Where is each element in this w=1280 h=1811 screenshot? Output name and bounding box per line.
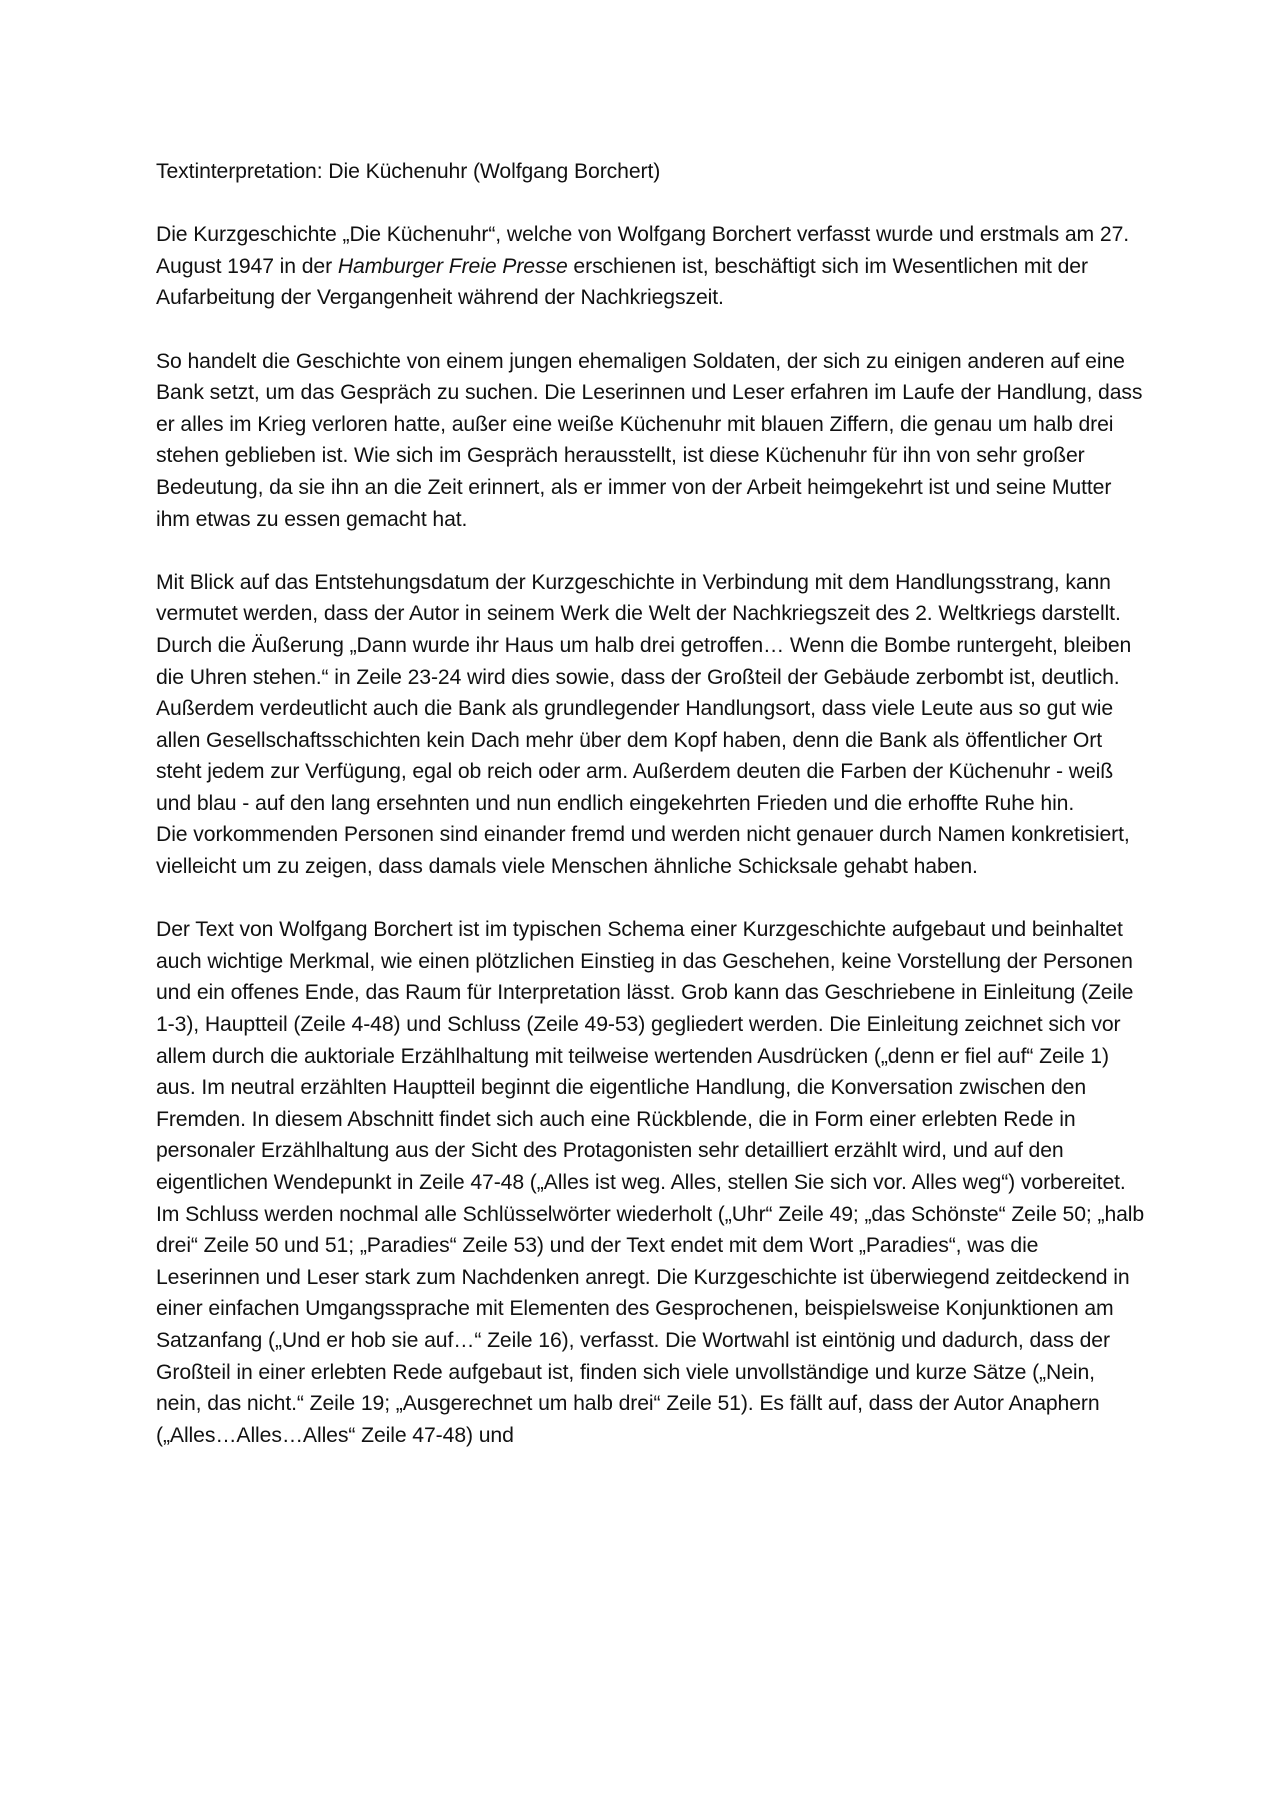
context-paragraph: Mit Blick auf das Entstehungsdatum der Kurzgeschichte in Verbindung mit dem Handlungsstrang, kann vermutet werden, dass der Autor in seinem Werk die Welt der Nachkriegszeit des 2. Weltkriegs darstellt. Durch die Äußerung „Dann wurde ihr Haus um halb drei getroffen… Wenn die Bombe runtergeht, bleiben die Uhren stehen.“ in Zeile 23-24 wird dies sowie, dass der Großteil der Gebäude zerbombt ist, deutlich. Außerdem verdeutlicht auch die Bank als grundlegender Handlungsort, dass viele Leute aus so gut wie allen Gesellschaftsschichten kein Dach mehr über dem Kopf haben, denn die Bank als öffentlicher Ort steht jedem zur Verfügung, egal ob reich oder arm. Außerdem deuten die Farben der Küchenuhr - weiß und blau - auf den lang ersehnten und nun endlich eingekehrten Frieden und die erhoffte Ruhe hin. bbox=[156, 570, 1132, 815]
document-title: Textinterpretation: Die Küchenuhr (Wolfgang Borchert) bbox=[156, 160, 661, 183]
characters-paragraph: Die vorkommenden Personen sind einander fremd und werden nicht genauer durch Namen konkretisiert, vielleicht um zu zeigen, dass damals viele Menschen ähnliche Schicksale gehabt haben. bbox=[156, 823, 1130, 879]
intro-text-part1: Die Kurzgeschichte „Die Küchenuhr“, welche von Wolfgang Borchert verfasst wurde und erstmals am 27. August 1947 in der bbox=[156, 223, 1130, 278]
plot-paragraph: So handelt die Geschichte von einem jungen ehemaligen Soldaten, der sich zu einigen anderen auf eine Bank setzt, um das Gespräch zu suchen. Die Leserinnen und Leser erfahren im Laufe der Handlung, dass er alles im Krieg verloren hatte, außer eine weiße Küchenuhr mit blauen Ziffern, die genau um halb drei stehen geblieben ist. Wie sich im Gespräch herausstellt, ist diese Küchenuhr für ihn von sehr großer Bedeutung, da sie ihn an die Zeit erinnert, als er immer von der Arbeit heimgekehrt ist und seine Mutter ihm etwas zu essen gemacht hat. bbox=[156, 349, 1143, 531]
structure-paragraph: Der Text von Wolfgang Borchert ist im typischen Schema einer Kurzgeschichte aufgebaut und beinhaltet auch wichtige Merkmal, wie einen plötzlichen Einstieg in das Geschehen, keine Vorstellung der Personen und ein offenes Ende, das Raum für Interpretation lässt. Grob kann das Geschriebene in Einleitung (Zeile 1-3), Hauptteil (Zeile 4-48) und Schluss (Zeile 49-53) gegliedert werden. Die Einleitung zeichnet sich vor allem durch die auktoriale Erzählhaltung mit teilweise wertenden Ausdrücken („denn er fiel auf“ Zeile 1) aus. Im neutral erzählten Hauptteil beginnt die eigentliche Handlung, die Konversation zwischen den Fremden. In diesem Abschnitt findet sich auch eine Rückblende, die in Form einer erlebten Rede in personaler Erzählhaltung aus der Sicht des Protagonisten sehr detailliert erzählt wird, und auf den eigentlichen Wendepunkt in Zeile 47-48 („Alles ist weg. Alles, stellen Sie sich vor. Alles weg“) vorbereitet. Im Schluss werden nochmal alle Schlüsselwörter wiederholt („Uhr“ Zeile 49; „das Schönste“ Zeile 50; „halb drei“ Zeile 50 und 51; „Paradies“ Zeile 53) und der Text endet mit dem Wort „Paradies“, was die Leserinnen und Leser stark zum Nachdenken anregt. Die Kurzgeschichte ist überwiegend zeitdeckend in einer einfachen Umgangssprache mit Elementen des Gesprochenen, beispielsweise Konjunktionen am Satzanfang („Und er hob sie auf…“ Zeile 16), verfasst. Die Wortwahl ist eintönig und dadurch, dass der Großteil in einer erlebten Rede aufgebaut ist, finden sich viele unvollständige und kurze Sätze („Nein, nein, das nicht.“ Zeile 19; „Ausgerechnet um halb drei“ Zeile 51). Es fällt auf, dass der Autor Anaphern („Alles…Alles…Alles“ Zeile 47-48) und bbox=[156, 918, 1145, 1447]
newspaper-name: Hamburger Freie Presse bbox=[337, 254, 568, 278]
intro-paragraph bbox=[156, 219, 1146, 314]
document-page bbox=[156, 156, 1146, 1483]
intro-text-part2: erschienen ist, beschäftigt sich im Wesentlichen mit der Aufarbeitung der Vergangenheit während der Nachkriegszeit. bbox=[156, 254, 1088, 310]
